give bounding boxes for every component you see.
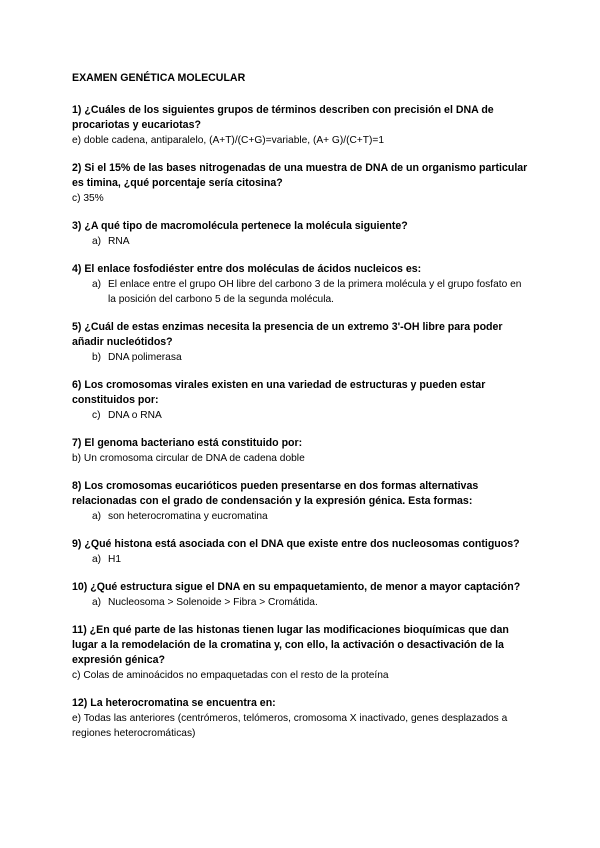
question-text: 8) Los cromosomas eucarióticos pueden presentarse en dos formas alternativas relacionadas con el grado de condensación y la expresión génica. Esta formas: xyxy=(72,480,479,507)
question-11 xyxy=(72,623,532,683)
answer-label: c) xyxy=(92,410,101,421)
answer-item xyxy=(72,350,532,365)
question-10 xyxy=(72,580,532,610)
answer-label: a) xyxy=(92,511,102,522)
answer-text: Nucleosoma > Solenoide > Fibra > Cromátida. xyxy=(108,597,318,608)
answer-text: DNA polimerasa xyxy=(108,352,182,363)
question-2 xyxy=(72,161,532,206)
question-7 xyxy=(72,436,532,466)
document-title: EXAMEN GENÉTICA MOLECULAR xyxy=(72,72,246,84)
question-text: 12) La heterocromatina se encuentra en: xyxy=(72,697,276,709)
question-text: 4) El enlace fosfodiéster entre dos moléculas de ácidos nucleicos es: xyxy=(72,263,422,275)
answer-item xyxy=(72,234,532,249)
question-9 xyxy=(72,537,532,567)
answer-text: e) doble cadena, antiparalelo, (A+T)/(C+G)=variable, (A+ G)/(C+T)=1 xyxy=(72,135,384,146)
answer-text: c) 35% xyxy=(72,193,104,204)
question-text: 9) ¿Qué histona está asociada con el DNA que existe entre dos nucleosomas contiguos? xyxy=(72,538,520,550)
question-8 xyxy=(72,479,532,524)
question-text: 6) Los cromosomas virales existen en una variedad de estructuras y pueden estar constituidos por: xyxy=(72,379,486,406)
question-text: 5) ¿Cuál de estas enzimas necesita la presencia de un extremo 3'-OH libre para poder añadir nucleótidos? xyxy=(72,321,503,348)
answer-text: El enlace entre el grupo OH libre del carbono 3 de la primera molécula y el grupo fosfato en la posición del carbono 5 de la segunda molécula. xyxy=(108,279,522,305)
answer-text: b) Un cromosoma circular de DNA de cadena doble xyxy=(72,453,305,464)
answer-label: a) xyxy=(92,236,102,247)
question-text: 1) ¿Cuáles de los siguientes grupos de términos describen con precisión el DNA de procariotas y eucariotas? xyxy=(72,104,494,131)
answer-item xyxy=(72,408,532,423)
question-text: 7) El genoma bacteriano está constituido por: xyxy=(72,437,303,449)
question-12 xyxy=(72,696,532,741)
answer-item xyxy=(72,552,532,567)
answer-label: a) xyxy=(92,597,102,608)
answer-label: a) xyxy=(92,279,102,290)
question-3 xyxy=(72,219,532,249)
answer-item xyxy=(72,277,532,307)
question-1 xyxy=(72,103,532,148)
answer-label: a) xyxy=(92,554,102,565)
answer-text: e) Todas las anteriores (centrómeros, telómeros, cromosoma X inactivado, genes desplazados a regiones heterocromáticas) xyxy=(72,713,508,739)
answer-item xyxy=(72,509,532,524)
answer-label: b) xyxy=(92,352,102,363)
answer-text: RNA xyxy=(108,236,130,247)
question-5 xyxy=(72,320,532,365)
answer-text: c) Colas de aminoácidos no empaquetadas con el resto de la proteína xyxy=(72,670,389,681)
answer-text: H1 xyxy=(108,554,122,565)
question-text: 11) ¿En qué parte de las histonas tienen lugar las modificaciones bioquímicas que dan lugar a la remodelación de la cromatina y, con ello, la activación o desactivación de la expresión génica? xyxy=(72,624,509,666)
question-4 xyxy=(72,262,532,307)
answer-text: son heterocromatina y eucromatina xyxy=(108,511,268,522)
question-text: 3) ¿A qué tipo de macromolécula pertenece la molécula siguiente? xyxy=(72,220,408,232)
question-text: 2) Si el 15% de las bases nitrogenadas de una muestra de DNA de un organismo particular es timina, ¿qué porcentaje sería citosina? xyxy=(72,162,528,189)
answer-text: DNA o RNA xyxy=(108,410,162,421)
answer-item xyxy=(72,595,532,610)
document-content xyxy=(72,72,532,754)
question-6 xyxy=(72,378,532,423)
question-text: 10) ¿Qué estructura sigue el DNA en su empaquetamiento, de menor a mayor captación? xyxy=(72,581,521,593)
